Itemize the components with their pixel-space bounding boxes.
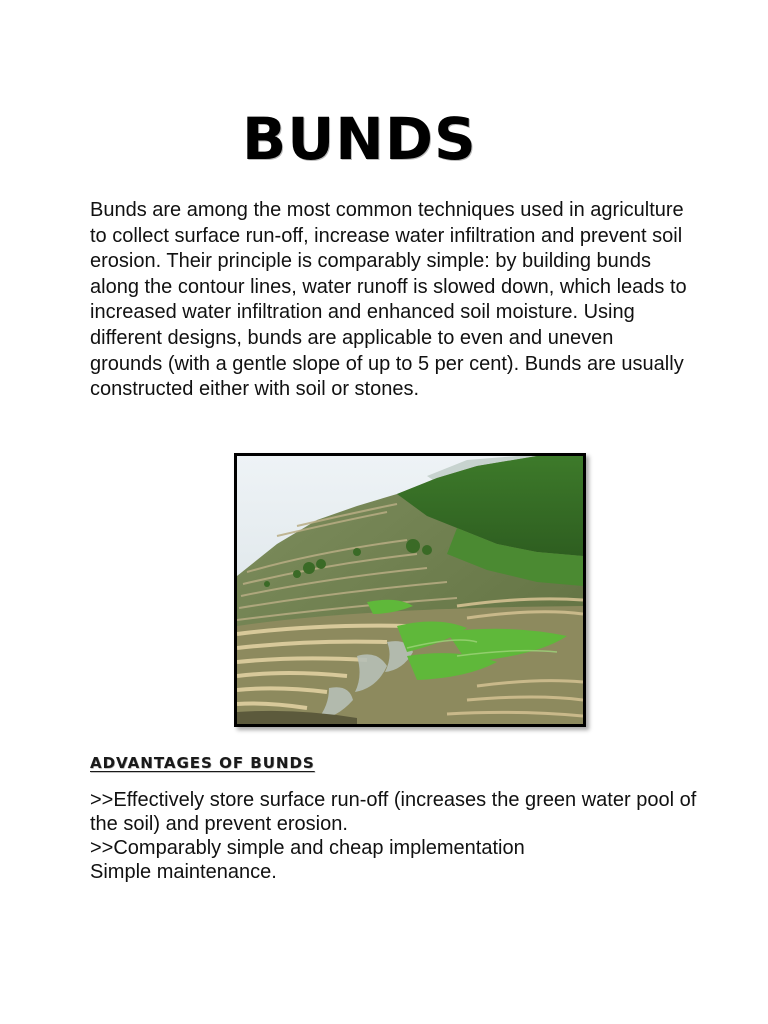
advantage-item: >>Comparably simple and cheap implementation [90,837,525,859]
advantages-heading: ADVANTAGES OF BUNDS [90,754,315,772]
page-title: BUNDS [242,105,477,173]
advantage-item: >>Effectively store surface run-off (increases the green water pool of the soil) and prevent erosion. [90,789,697,835]
photo-illustration [237,456,583,724]
terraced-hillside-photo [234,453,586,727]
advantages-list [90,788,700,884]
advantage-item: Simple maintenance. [90,861,277,883]
intro-paragraph: Bunds are among the most common techniques used in agriculture to collect surface run-off, increase water infiltration and prevent soil erosion. Their principle is comparably simple: by building bunds along the contour lines, water runoff is slowed down, which leads to increased water infiltration and enhanced soil moisture. Using different designs, bunds are applicable to even and uneven grounds (with a gentle slope of up to 5 per cent). Bunds are usually constructed either with soil or stones. [90,199,687,401]
